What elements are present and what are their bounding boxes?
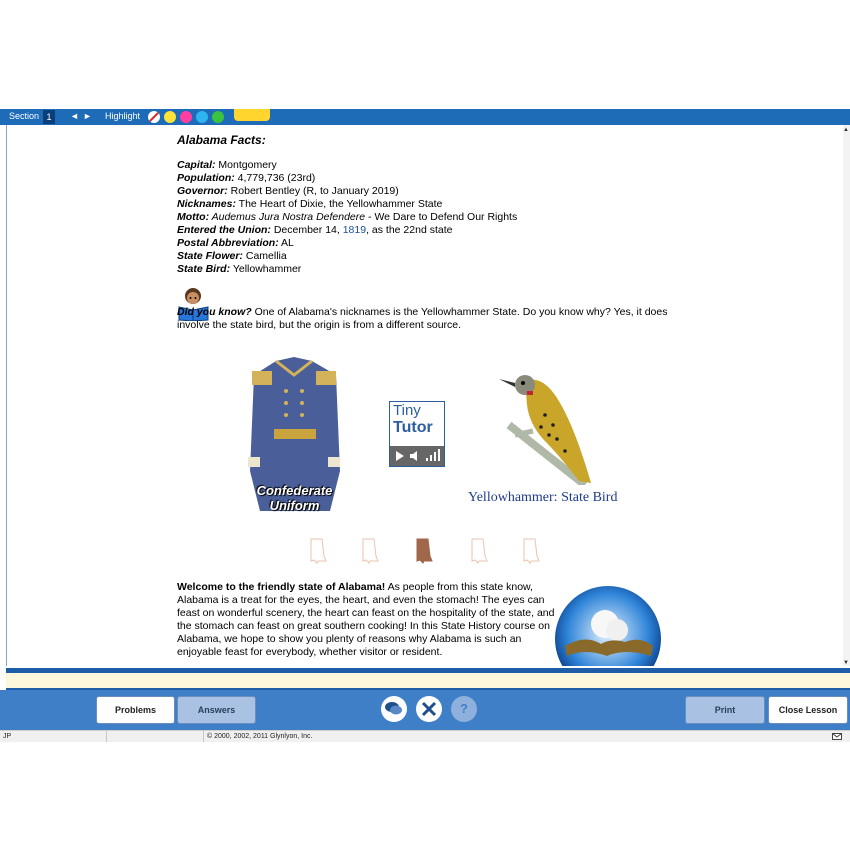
status-bar	[0, 730, 850, 742]
fact-flower: State Flower: Camellia	[177, 250, 287, 262]
state-nav-icon[interactable]	[469, 538, 489, 564]
highlight-label: Highlight	[105, 111, 141, 121]
lesson-window	[0, 109, 850, 741]
tools-icon	[416, 696, 442, 722]
help-icon: ?	[460, 701, 468, 716]
help-button[interactable]	[451, 696, 477, 722]
tiny-tutor-controls	[390, 446, 444, 466]
mail-icon[interactable]	[832, 733, 842, 740]
highlight-color-blue[interactable]	[196, 111, 208, 123]
problems-button[interactable]: Problems	[96, 696, 175, 724]
highlight-color-yellow[interactable]	[164, 111, 176, 123]
section-number[interactable]: 1	[43, 110, 55, 124]
did-you-know-text: Did you know? One of Alabama's nicknames is the Yellowhammer State. Do you know why? Yes, it does involve the state bird, but the origin is from a different source.	[177, 306, 668, 331]
fact-capital: Capital: Montgomery	[177, 159, 277, 171]
vertical-scrollbar[interactable]	[843, 125, 850, 666]
chat-button[interactable]	[381, 696, 407, 722]
section-label: Section	[9, 111, 40, 121]
fact-motto: Motto: Audemus Jura Nostra Defendere - We Dare to Defend Our Rights	[177, 211, 518, 223]
state-nav-icon[interactable]	[360, 538, 380, 564]
play-volume-icon	[390, 446, 444, 466]
fact-postal: Postal Abbreviation: AL	[177, 237, 294, 249]
fact-nicknames: Nicknames: The Heart of Dixie, the Yellowhammer State	[177, 198, 443, 210]
scroll-up-icon[interactable]: ▲	[843, 127, 849, 133]
bird-caption: Yellowhammer: State Bird	[468, 490, 618, 505]
bottom-toolbar	[0, 690, 850, 730]
welcome-text: Welcome to the friendly state of Alabama! As people from this state know, Alabama is a treat for the eyes, the heart, and even the stomach! The eyes can feast on wonderful scenery, the heart can feast on the hospitality of the state, and the stomach can feast on great southern cooking! In this State History course on Alabama, we hope to show you plenty of reasons why Alabama is such an enjoyable feast for everybody, whether visitor or resident.	[177, 581, 555, 658]
tiny-tutor-button[interactable]	[389, 401, 445, 467]
cotton-globe-image	[555, 586, 661, 666]
highlight-color-green[interactable]	[212, 111, 224, 123]
state-nav-icon[interactable]	[308, 538, 328, 564]
chat-bubbles-icon	[381, 696, 407, 722]
notes-strip	[6, 673, 850, 688]
content-left-border	[6, 125, 7, 666]
scroll-down-icon[interactable]: ▼	[843, 660, 849, 666]
tiny-tutor-label-1: Tiny	[393, 402, 421, 419]
next-section-button[interactable]: ►	[83, 111, 92, 121]
print-button[interactable]: Print	[685, 696, 765, 724]
fact-bird: State Bird: Yellowhammer	[177, 263, 302, 275]
status-copyright: © 2000, 2002, 2011 Glynlyon, Inc.	[207, 733, 313, 740]
fact-governor: Governor: Robert Bentley (R, to January 2019)	[177, 185, 399, 197]
tiny-tutor-label-2: Tutor	[393, 419, 433, 436]
highlight-eraser-icon[interactable]	[148, 111, 160, 123]
answers-button[interactable]: Answers	[177, 696, 256, 724]
uniform-caption: Confederate Uniform	[256, 483, 333, 513]
fact-entered-union: Entered the Union: December 14, 1819, as the 22nd state	[177, 224, 453, 236]
close-lesson-button[interactable]: Close Lesson	[768, 696, 848, 724]
previous-section-button[interactable]: ◄	[70, 111, 79, 121]
yellowhammer-bird-image[interactable]	[495, 365, 600, 485]
state-nav-icon[interactable]	[521, 538, 541, 564]
status-empty	[107, 731, 204, 742]
lesson-content	[0, 125, 850, 666]
state-nav-icon[interactable]	[414, 538, 434, 564]
year-link[interactable]: 1819	[342, 224, 367, 236]
highlight-color-pink[interactable]	[180, 111, 192, 123]
active-highlight-swatch[interactable]	[234, 109, 270, 121]
status-user: JP	[0, 731, 107, 742]
tools-button[interactable]	[416, 696, 442, 722]
facts-title: Alabama Facts:	[177, 133, 266, 147]
fact-population: Population: 4,779,736 (23rd)	[177, 172, 316, 184]
top-toolbar	[0, 109, 850, 125]
